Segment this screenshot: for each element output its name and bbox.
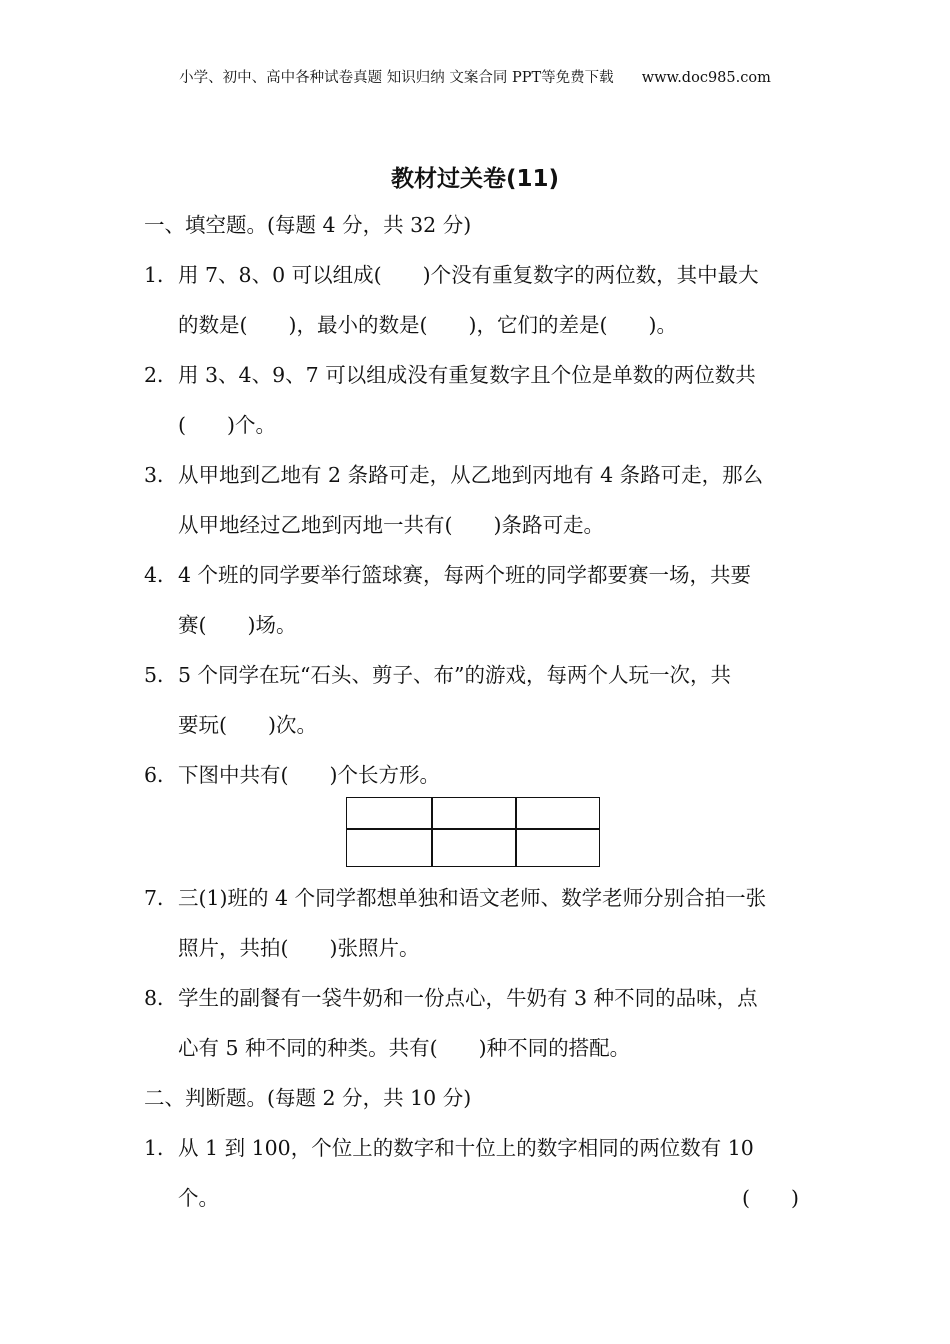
question-text: 照片，共拍( )张照片。 — [178, 936, 420, 960]
question-number: 7． — [144, 886, 178, 910]
question-text: 5 个同学在玩“石头、剪子、布”的游戏，每两个人玩一次，共 — [178, 663, 732, 687]
answer-bracket: ( ) — [742, 1186, 799, 1210]
question-text: 的数是( )，最小的数是( )，它们的差是( )。 — [178, 313, 677, 337]
question-text: 学生的副餐有一袋牛奶和一份点心，牛奶有 3 种不同的品味，点 — [178, 986, 758, 1010]
question-text: 下图中共有( )个长方形。 — [178, 763, 440, 787]
header-site: www.doc985.com — [641, 70, 771, 86]
question-text: 从甲地到乙地有 2 条路可走，从乙地到丙地有 4 条路可走，那么 — [178, 463, 764, 487]
question-number: 2． — [144, 363, 178, 387]
grid-divider — [515, 798, 517, 866]
question-text: 从甲地经过乙地到丙地一共有( )条路可走。 — [178, 513, 604, 537]
section2-heading: 二、判断题。(每题 2 分，共 10 分) — [144, 1086, 472, 1110]
section1-heading: 一、填空题。(每题 4 分，共 32 分) — [144, 213, 472, 237]
question-text: 心有 5 种不同的种类。共有( )种不同的搭配。 — [178, 1036, 631, 1060]
question-text: 4 个班的同学要举行篮球赛，每两个班的同学都要赛一场，共要 — [178, 563, 752, 587]
page-title: 教材过关卷(11) — [390, 166, 560, 192]
question-text: 从 1 到 100，个位上的数字和十位上的数字相同的两位数有 10 — [178, 1136, 754, 1160]
question-text: 要玩( )次。 — [178, 713, 317, 737]
question-number: 8． — [144, 986, 178, 1010]
question-text: 个。 — [178, 1186, 219, 1210]
grid-divider — [347, 828, 599, 830]
question-text: 用 7、8、0 可以组成( )个没有重复数字的两位数，其中最大 — [178, 263, 759, 287]
question-text: 赛( )场。 — [178, 613, 297, 637]
question-number: 1． — [144, 263, 178, 287]
question-text: 三(1)班的 4 个同学都想单独和语文老师、数学老师分别合拍一张 — [178, 886, 767, 910]
question-text: ( )个。 — [178, 413, 276, 437]
question-number: 1． — [144, 1136, 178, 1160]
question-number: 6． — [144, 763, 178, 787]
grid-divider — [431, 798, 433, 866]
question-number: 5． — [144, 663, 178, 687]
rectangle-grid-figure — [346, 797, 600, 867]
page-header — [0, 66, 950, 87]
question-number: 4． — [144, 563, 178, 587]
question-text: 用 3、4、9、7 可以组成没有重复数字且个位是单数的两位数共 — [178, 363, 756, 387]
header-text: 小学、初中、高中各种试卷真题 知识归纳 文案合同 PPT等免费下载 — [179, 70, 614, 86]
question-number: 3． — [144, 463, 178, 487]
